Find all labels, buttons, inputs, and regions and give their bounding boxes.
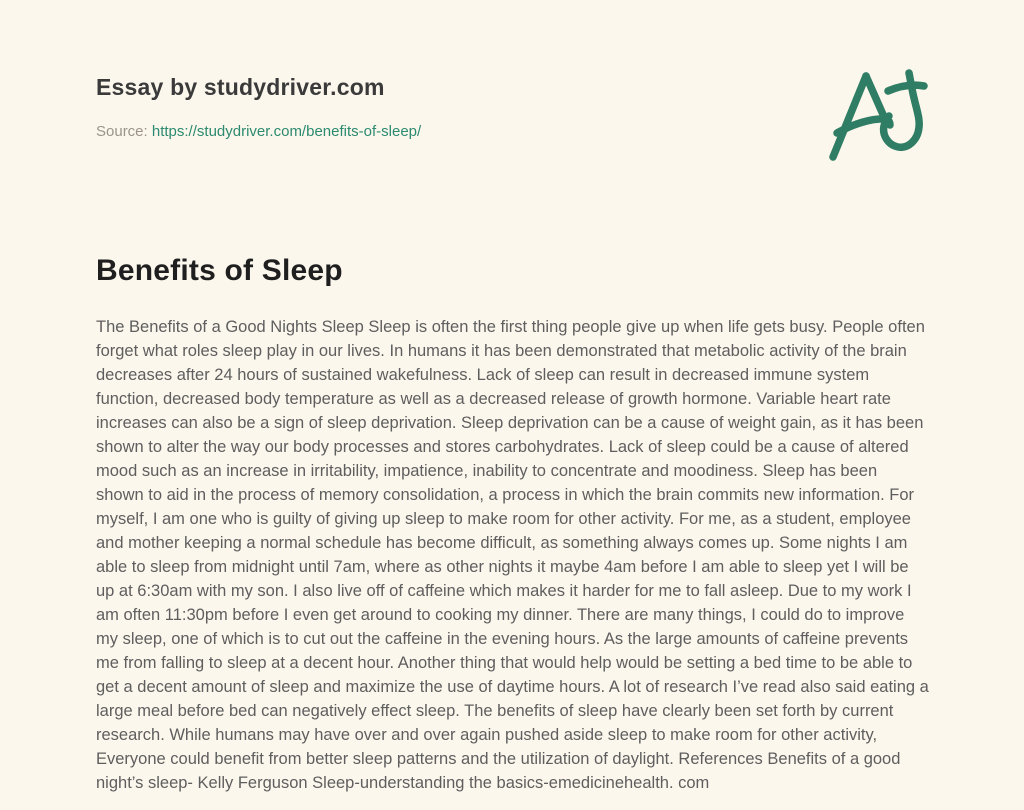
essay-title: Benefits of Sleep [96, 254, 343, 287]
essay-body-text: The Benefits of a Good Nights Sleep Sleep is often the first thing people give up when life gets busy. People often forget what roles sleep play in our lives. In humans it has been demonstrated that metabolic activity of the brain decreases after 24 hours of sustained wakefulness. Lack of sleep can result in decreased immune system function, decreased body temperature as well as a decreased release of growth hormone. Variable heart rate increases can also be a sign of sleep deprivation. Sleep deprivation can be a cause of weight gain, as it has been shown to alter the way our body processes and stores carbohydrates. Lack of sleep could be a cause of altered mood such as an increase in irritability, impatience, inability to concentrate and moodiness. Sleep has been shown to aid in the process of memory consolidation, a process in which the brain commits new information. For myself, I am one who is guilty of giving up sleep to make room for other activity. For me, as a student, employee and mother keeping a normal schedule has become difficult, as something always comes up. Some nights I am able to sleep from midnight until 7am, where as other nights it maybe 4am before I am able to sleep yet I will be up at 6:30am with my son. I also live off of caffeine which makes it harder for me to fall asleep. Due to my work I am often 11:30pm before I even get around to cooking my dinner. There are many things, I could do to improve my sleep, one of which is to cut out the caffeine in the evening hours. As the large amounts of caffeine prevents me from falling to sleep at a decent hour. Another thing that would help would be setting a bed time to be able to get a decent amount of sleep and maximize the use of daytime hours. A lot of research I’ve read also said eating a large meal before bed can negatively effect sleep. The benefits of sleep have clearly been set forth by current research. While humans may have over and over again pushed aside sleep to make room for other activity, Everyone could benefit from better sleep patterns and the utilization of daylight. References Benefits of a good night’s sleep- Kelly Ferguson Sleep-understanding the basics-emedicinehealth. com [96, 318, 929, 792]
page-header-title: Essay by studydriver.com [96, 74, 385, 100]
source-label: Source: [96, 123, 148, 140]
studydriver-a-plus-logo-icon [810, 60, 940, 170]
source-url-link[interactable]: https://studydriver.com/benefits-of-sleep/ [151, 123, 422, 140]
source-line [96, 123, 421, 140]
